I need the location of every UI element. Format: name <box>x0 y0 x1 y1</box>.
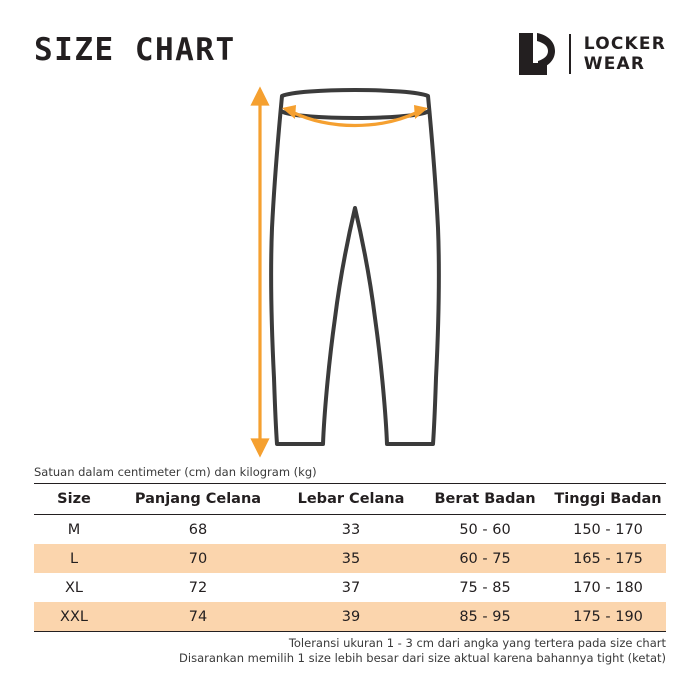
locker-wear-logo-icon <box>517 31 557 77</box>
table-row <box>34 602 666 632</box>
units-note: Satuan dalam centimeter (cm) dan kilogram (kg) <box>34 465 317 479</box>
cell-panjang: 74 <box>114 602 282 632</box>
cell-tinggi: 150 - 170 <box>573 521 643 538</box>
size-table <box>34 483 666 632</box>
cell-lebar: 37 <box>341 579 361 596</box>
cell-lebar: 33 <box>341 521 361 538</box>
cell-size: XXL <box>34 602 114 632</box>
cell-lebar: 35 <box>282 544 420 573</box>
size-table-body <box>34 515 666 632</box>
cell-lebar: 39 <box>282 602 420 632</box>
cell-berat: 85 - 95 <box>420 602 550 632</box>
cell-berat: 50 - 60 <box>459 521 511 538</box>
table-row <box>34 573 666 602</box>
brand-divider <box>569 34 571 74</box>
footer-note-tolerance: Toleransi ukuran 1 - 3 cm dari angka yang tertera pada size chart <box>288 636 666 650</box>
cell-berat: 60 - 75 <box>420 544 550 573</box>
footer-notes <box>179 636 666 666</box>
table-row <box>34 515 666 545</box>
size-table-container <box>34 483 666 632</box>
footer-note-recommendation: Disarankan memilih 1 size lebih besar dari size aktual karena bahannya tight (ketat) <box>179 651 666 665</box>
cell-panjang: 68 <box>188 521 208 538</box>
cell-tinggi: 170 - 180 <box>573 579 643 596</box>
cell-size: L <box>34 544 114 573</box>
cell-tinggi: 175 - 190 <box>550 602 666 632</box>
brand-name <box>584 34 666 74</box>
cell-panjang: 72 <box>188 579 208 596</box>
page-header <box>34 26 666 86</box>
brand-name-line2: WEAR <box>583 54 646 74</box>
column-header-tinggi-badan: Tinggi Badan <box>550 484 666 515</box>
column-header-lebar-celana: Lebar Celana <box>282 484 420 515</box>
cell-size: M <box>67 521 81 538</box>
page-title: SIZE CHART <box>34 32 236 68</box>
brand-lockup <box>517 26 666 82</box>
table-row <box>34 544 666 573</box>
column-header-size: Size <box>34 484 114 515</box>
cell-berat: 75 - 85 <box>459 579 511 596</box>
leggings-pants-diagram <box>0 78 700 458</box>
size-table-header <box>34 484 666 515</box>
table-header-row <box>34 484 666 515</box>
column-header-panjang-celana: Panjang Celana <box>114 484 282 515</box>
cell-panjang: 70 <box>114 544 282 573</box>
cell-tinggi: 165 - 175 <box>550 544 666 573</box>
brand-name-line1: LOCKER <box>583 34 666 54</box>
column-header-berat-badan: Berat Badan <box>420 484 550 515</box>
cell-size: XL <box>64 579 83 596</box>
